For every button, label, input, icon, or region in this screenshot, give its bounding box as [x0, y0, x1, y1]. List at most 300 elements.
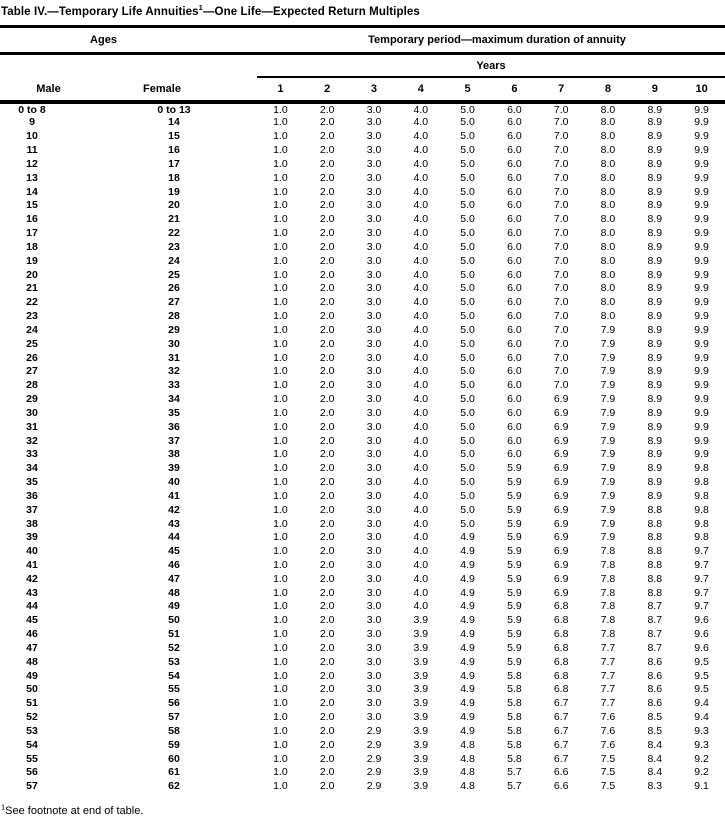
value-cell: 8.9 [647, 213, 663, 226]
value-cell: 1.0 [273, 103, 288, 116]
value-cell: 8.9 [647, 462, 663, 475]
value-cell: 7.9 [600, 420, 616, 433]
value-cell: 3.0 [366, 517, 382, 530]
value-cell: 5.0 [460, 489, 475, 502]
value-cell: 9.9 [694, 434, 709, 447]
female-age-cell: 38 [168, 448, 180, 461]
value-cell: 9.3 [694, 738, 709, 751]
value-cell: 7.9 [600, 351, 616, 364]
value-cell: 6.7 [553, 697, 569, 710]
value-cell: 1.0 [273, 130, 288, 143]
value-cell: 3.0 [366, 476, 382, 489]
value-cell: 7.0 [553, 199, 569, 212]
value-cell: 5.0 [460, 296, 475, 309]
value-cell: 8.0 [600, 227, 616, 240]
male-age-cell: 27 [26, 365, 38, 378]
value-cell: 8.9 [647, 379, 663, 392]
value-cell: 9.3 [694, 724, 709, 737]
female-age-cell: 16 [168, 144, 180, 157]
male-age-cell: 56 [26, 766, 38, 779]
table-title [1, 5, 725, 19]
female-age-cell: 54 [168, 669, 180, 682]
value-cell: 6.7 [553, 724, 569, 737]
value-cell: 8.9 [647, 434, 663, 447]
value-cell: 8.0 [600, 254, 616, 267]
male-age-cell: 41 [26, 558, 38, 571]
value-cell: 3.9 [413, 697, 429, 710]
value-cell: 9.9 [694, 379, 709, 392]
table-row [0, 752, 725, 766]
male-age-cell: 37 [26, 503, 38, 516]
value-cell: 4.9 [460, 531, 475, 544]
value-cell: 7.8 [600, 614, 616, 627]
value-cell: 2.0 [319, 379, 335, 392]
value-cell: 8.0 [600, 171, 616, 184]
value-cell: 6.0 [507, 185, 522, 198]
year-column-header: 8 [585, 77, 632, 102]
value-cell: 8.9 [647, 103, 663, 116]
value-cell: 8.9 [647, 365, 663, 378]
table-row [0, 420, 725, 434]
value-cell: 1.0 [273, 213, 288, 226]
value-cell: 1.0 [273, 420, 288, 433]
years-label-row [0, 54, 725, 78]
value-cell: 4.0 [413, 240, 429, 253]
value-cell: 7.9 [600, 531, 616, 544]
value-cell: 3.9 [413, 711, 429, 724]
value-cell: 8.9 [647, 323, 663, 336]
female-age-cell: 20 [168, 199, 180, 212]
value-cell: 8.9 [647, 351, 663, 364]
value-cell: 7.8 [600, 600, 616, 613]
value-cell: 8.8 [647, 531, 663, 544]
table-row [0, 683, 725, 697]
value-cell: 3.0 [366, 185, 382, 198]
value-cell: 8.4 [647, 766, 663, 779]
value-cell: 1.0 [273, 572, 288, 585]
value-cell: 7.0 [553, 240, 569, 253]
male-age-cell: 53 [26, 724, 38, 737]
value-cell: 4.0 [413, 572, 429, 585]
value-cell: 4.0 [413, 586, 429, 599]
value-cell: 5.9 [507, 462, 522, 475]
value-cell: 2.9 [366, 724, 382, 737]
value-cell: 5.9 [507, 531, 522, 544]
value-cell: 4.0 [413, 406, 429, 419]
value-cell: 8.6 [647, 697, 663, 710]
value-cell: 4.9 [460, 586, 475, 599]
value-cell: 7.6 [600, 724, 616, 737]
female-age-cell: 43 [168, 517, 180, 530]
value-cell: 8.6 [647, 683, 663, 696]
value-cell: 4.0 [413, 393, 429, 406]
value-cell: 4.0 [413, 227, 429, 240]
value-cell: 1.0 [273, 199, 288, 212]
female-age-cell: 42 [168, 503, 180, 516]
year-column-header: 4 [397, 77, 444, 102]
value-cell: 6.9 [553, 434, 569, 447]
value-cell: 6.0 [507, 227, 522, 240]
value-cell: 2.0 [319, 310, 335, 323]
value-cell: 8.7 [647, 614, 663, 627]
value-cell: 8.9 [647, 296, 663, 309]
value-cell: 4.9 [460, 683, 475, 696]
value-cell: 6.0 [507, 448, 522, 461]
female-header-cell: Female [97, 77, 257, 102]
value-cell: 4.0 [413, 558, 429, 571]
value-cell: 3.0 [366, 406, 382, 419]
value-cell: 4.0 [413, 337, 429, 350]
year-column-header: 7 [538, 77, 585, 102]
value-cell: 4.0 [413, 489, 429, 502]
value-cell: 1.0 [273, 351, 288, 364]
value-cell: 1.0 [273, 697, 288, 710]
value-cell: 9.9 [694, 157, 709, 170]
male-age-cell: 55 [26, 752, 38, 765]
table-row [0, 462, 725, 476]
value-cell: 4.0 [413, 420, 429, 433]
table-row [0, 116, 725, 130]
male-age-cell: 48 [26, 655, 38, 668]
female-age-cell: 37 [168, 434, 180, 447]
value-cell: 3.0 [366, 296, 382, 309]
table-row [0, 254, 725, 268]
table-row [0, 531, 725, 545]
value-cell: 1.0 [273, 738, 288, 751]
value-cell: 6.9 [553, 462, 569, 475]
value-cell: 4.9 [460, 600, 475, 613]
value-cell: 1.0 [273, 476, 288, 489]
year-column-header: 2 [304, 77, 351, 102]
value-cell: 3.9 [413, 766, 429, 779]
value-cell: 9.9 [694, 282, 709, 295]
value-cell: 9.8 [694, 517, 709, 530]
value-cell: 5.9 [507, 558, 522, 571]
value-cell: 2.0 [319, 545, 335, 558]
table-row [0, 282, 725, 296]
value-cell: 3.0 [366, 227, 382, 240]
value-cell: 2.0 [319, 103, 335, 116]
female-age-cell: 44 [168, 531, 180, 544]
annuity-table [0, 25, 725, 793]
female-age-cell: 58 [168, 724, 180, 737]
value-cell: 9.2 [694, 766, 709, 779]
male-age-cell: 42 [26, 572, 38, 585]
value-cell: 4.0 [413, 185, 429, 198]
value-cell: 2.0 [319, 641, 335, 654]
female-age-cell: 30 [168, 337, 180, 350]
value-cell: 5.0 [460, 365, 475, 378]
value-cell: 9.4 [694, 711, 709, 724]
value-cell: 4.0 [413, 323, 429, 336]
table-row [0, 586, 725, 600]
value-cell: 1.0 [273, 517, 288, 530]
value-cell: 3.0 [366, 310, 382, 323]
group-header-row [0, 27, 725, 54]
value-cell: 8.0 [600, 157, 616, 170]
value-cell: 6.0 [507, 337, 522, 350]
years-spacer-cell [0, 54, 257, 78]
value-cell: 3.0 [366, 586, 382, 599]
table-row [0, 199, 725, 213]
value-cell: 6.0 [507, 103, 522, 116]
value-cell: 9.9 [694, 240, 709, 253]
value-cell: 1.0 [273, 600, 288, 613]
value-cell: 9.5 [694, 683, 709, 696]
value-cell: 8.0 [600, 213, 616, 226]
value-cell: 6.0 [507, 282, 522, 295]
value-cell: 2.0 [319, 406, 335, 419]
male-age-cell: 26 [26, 351, 38, 364]
female-age-cell: 14 [168, 116, 180, 129]
value-cell: 9.4 [694, 697, 709, 710]
value-cell: 5.8 [507, 752, 522, 765]
value-cell: 4.9 [460, 697, 475, 710]
value-cell: 6.9 [553, 545, 569, 558]
female-age-cell: 34 [168, 393, 180, 406]
table-row [0, 379, 725, 393]
value-cell: 1.0 [273, 655, 288, 668]
value-cell: 5.0 [460, 462, 475, 475]
value-cell: 6.9 [553, 448, 569, 461]
value-cell: 7.0 [553, 310, 569, 323]
value-cell: 2.0 [319, 393, 335, 406]
value-cell: 8.0 [600, 268, 616, 281]
value-cell: 8.8 [647, 503, 663, 516]
value-cell: 8.0 [600, 130, 616, 143]
value-cell: 4.0 [413, 103, 429, 116]
value-cell: 8.9 [647, 171, 663, 184]
value-cell: 2.0 [319, 476, 335, 489]
value-cell: 8.9 [647, 227, 663, 240]
value-cell: 1.0 [273, 766, 288, 779]
value-cell: 2.0 [319, 766, 335, 779]
value-cell: 8.6 [647, 669, 663, 682]
value-cell: 7.7 [600, 697, 616, 710]
value-cell: 7.5 [600, 780, 616, 793]
table-row [0, 185, 725, 199]
footnote [1, 802, 725, 818]
value-cell: 3.0 [366, 379, 382, 392]
male-age-cell: 13 [26, 171, 38, 184]
table-row [0, 614, 725, 628]
value-cell: 2.0 [319, 337, 335, 350]
value-cell: 7.7 [600, 669, 616, 682]
value-cell: 7.9 [600, 379, 616, 392]
value-cell: 5.0 [460, 379, 475, 392]
value-cell: 7.0 [553, 157, 569, 170]
value-cell: 1.0 [273, 379, 288, 392]
table-row [0, 240, 725, 254]
value-cell: 3.0 [366, 323, 382, 336]
value-cell: 4.0 [413, 213, 429, 226]
value-cell: 8.9 [647, 310, 663, 323]
value-cell: 5.0 [460, 448, 475, 461]
value-cell: 3.0 [366, 351, 382, 364]
value-cell: 4.8 [460, 780, 475, 793]
value-cell: 1.0 [273, 669, 288, 682]
male-age-cell: 19 [26, 254, 38, 267]
value-cell: 7.0 [553, 268, 569, 281]
value-cell: 1.0 [273, 503, 288, 516]
value-cell: 5.9 [507, 517, 522, 530]
value-cell: 7.9 [600, 323, 616, 336]
table-row [0, 406, 725, 420]
year-column-header: 1 [257, 77, 304, 102]
value-cell: 2.0 [319, 558, 335, 571]
value-cell: 6.8 [553, 614, 569, 627]
value-cell: 2.0 [319, 780, 335, 793]
value-cell: 4.0 [413, 310, 429, 323]
value-cell: 4.9 [460, 711, 475, 724]
value-cell: 7.9 [600, 406, 616, 419]
value-cell: 8.0 [600, 185, 616, 198]
value-cell: 3.0 [366, 448, 382, 461]
value-cell: 2.0 [319, 697, 335, 710]
value-cell: 6.0 [507, 144, 522, 157]
value-cell: 2.0 [319, 227, 335, 240]
value-cell: 2.0 [319, 116, 335, 129]
years-header-cell: Years [257, 54, 725, 78]
value-cell: 2.0 [319, 323, 335, 336]
value-cell: 9.9 [694, 144, 709, 157]
value-cell: 9.5 [694, 655, 709, 668]
male-age-cell: 32 [26, 434, 38, 447]
value-cell: 6.8 [553, 628, 569, 641]
value-cell: 6.0 [507, 213, 522, 226]
document-page [0, 5, 725, 817]
table-row [0, 171, 725, 185]
value-cell: 5.8 [507, 697, 522, 710]
value-cell: 5.9 [507, 641, 522, 654]
male-age-cell: 33 [26, 448, 38, 461]
year-column-header: 3 [351, 77, 398, 102]
title-footnote-superscript: 1 [198, 3, 203, 13]
value-cell: 2.0 [319, 655, 335, 668]
value-cell: 6.0 [507, 323, 522, 336]
table-row [0, 669, 725, 683]
value-cell: 5.9 [507, 655, 522, 668]
value-cell: 7.7 [600, 641, 616, 654]
female-age-cell: 33 [168, 379, 180, 392]
value-cell: 4.0 [413, 448, 429, 461]
value-cell: 3.9 [413, 780, 429, 793]
value-cell: 9.9 [694, 171, 709, 184]
female-age-cell: 0 to 13 [157, 103, 191, 116]
value-cell: 7.8 [600, 586, 616, 599]
female-age-cell: 19 [168, 185, 180, 198]
female-age-cell: 50 [168, 614, 180, 627]
table-row [0, 365, 725, 379]
value-cell: 1.0 [273, 254, 288, 267]
value-cell: 7.0 [553, 103, 569, 116]
value-cell: 8.9 [647, 476, 663, 489]
value-cell: 3.9 [413, 669, 429, 682]
table-row [0, 213, 725, 227]
value-cell: 5.0 [460, 240, 475, 253]
male-age-cell: 35 [26, 476, 38, 489]
value-cell: 4.0 [413, 130, 429, 143]
value-cell: 5.0 [460, 351, 475, 364]
value-cell: 4.0 [413, 379, 429, 392]
female-age-cell: 27 [168, 296, 180, 309]
table-row [0, 600, 725, 614]
value-cell: 5.0 [460, 130, 475, 143]
female-age-cell: 45 [168, 545, 180, 558]
table-title-text-continued: —One Life—Expected Return Multiples [202, 6, 420, 18]
value-cell: 6.0 [507, 393, 522, 406]
value-cell: 9.9 [694, 116, 709, 129]
male-age-cell: 40 [26, 545, 38, 558]
table-row [0, 780, 725, 794]
value-cell: 5.0 [460, 116, 475, 129]
value-cell: 3.0 [366, 268, 382, 281]
value-cell: 6.8 [553, 600, 569, 613]
female-age-cell: 21 [168, 213, 180, 226]
value-cell: 3.0 [366, 130, 382, 143]
value-cell: 3.9 [413, 738, 429, 751]
female-age-cell: 18 [168, 171, 180, 184]
value-cell: 6.9 [553, 406, 569, 419]
value-cell: 2.9 [366, 738, 382, 751]
value-cell: 2.0 [319, 282, 335, 295]
value-cell: 6.0 [507, 351, 522, 364]
value-cell: 6.7 [553, 711, 569, 724]
male-age-cell: 15 [26, 199, 38, 212]
value-cell: 8.0 [600, 103, 616, 116]
male-age-cell: 23 [26, 310, 38, 323]
value-cell: 1.0 [273, 157, 288, 170]
value-cell: 1.0 [273, 545, 288, 558]
value-cell: 6.0 [507, 157, 522, 170]
value-cell: 5.0 [460, 420, 475, 433]
female-age-cell: 41 [168, 489, 180, 502]
value-cell: 6.9 [553, 503, 569, 516]
table-row [0, 697, 725, 711]
value-cell: 8.5 [647, 711, 663, 724]
value-cell: 7.5 [600, 766, 616, 779]
value-cell: 3.0 [366, 116, 382, 129]
male-age-cell: 47 [26, 641, 38, 654]
male-age-cell: 14 [26, 185, 38, 198]
value-cell: 6.6 [553, 780, 569, 793]
value-cell: 4.9 [460, 545, 475, 558]
value-cell: 8.0 [600, 282, 616, 295]
table-row [0, 503, 725, 517]
female-age-cell: 59 [168, 738, 180, 751]
value-cell: 8.9 [647, 268, 663, 281]
female-age-cell: 28 [168, 310, 180, 323]
value-cell: 1.0 [273, 310, 288, 323]
value-cell: 3.0 [366, 489, 382, 502]
value-cell: 4.0 [413, 268, 429, 281]
value-cell: 9.8 [694, 503, 709, 516]
value-cell: 1.0 [273, 752, 288, 765]
value-cell: 8.9 [647, 282, 663, 295]
male-age-cell: 44 [26, 600, 38, 613]
value-cell: 3.0 [366, 669, 382, 682]
value-cell: 3.9 [413, 724, 429, 737]
table-row [0, 102, 725, 116]
value-cell: 5.9 [507, 614, 522, 627]
value-cell: 6.0 [507, 240, 522, 253]
table-row [0, 738, 725, 752]
value-cell: 3.0 [366, 600, 382, 613]
table-row [0, 558, 725, 572]
value-cell: 7.9 [600, 476, 616, 489]
value-cell: 7.0 [553, 323, 569, 336]
female-age-cell: 29 [168, 323, 180, 336]
